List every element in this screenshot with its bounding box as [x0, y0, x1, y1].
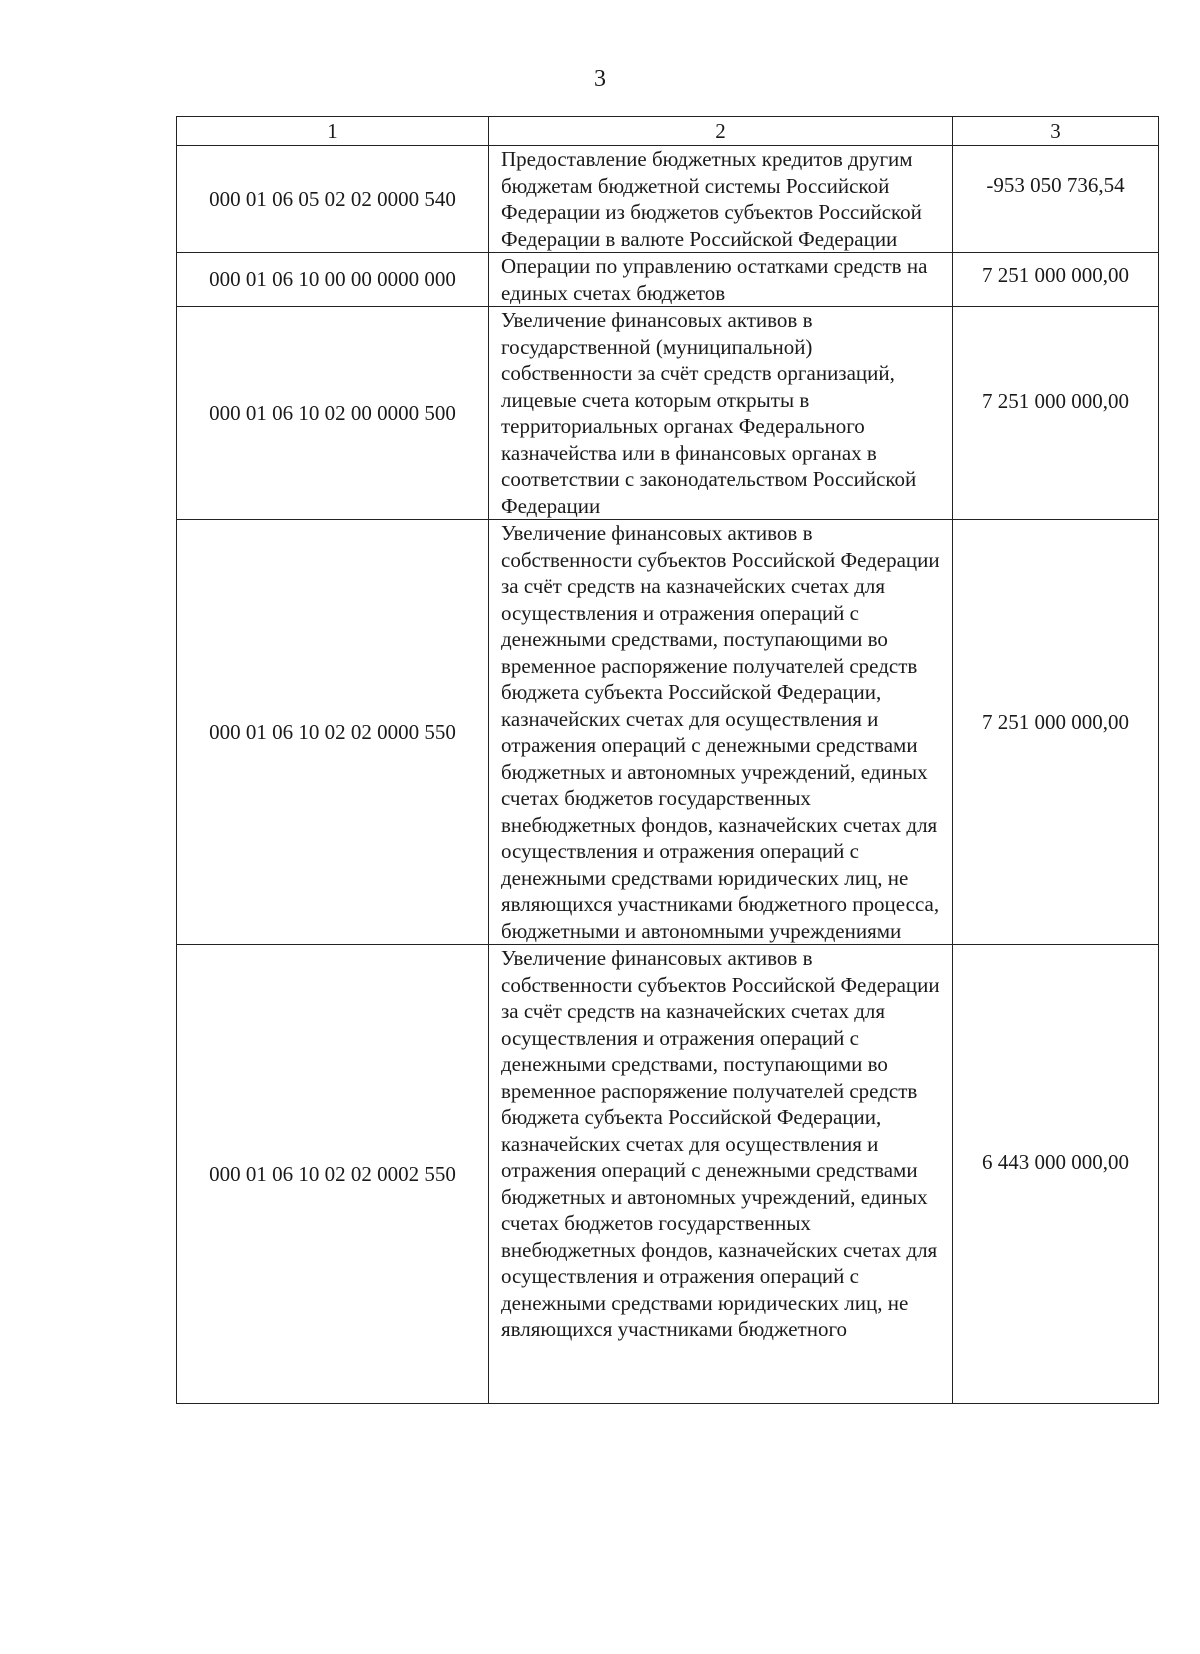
- amount-cell: [953, 146, 1159, 253]
- description-cell: Предоставление бюджетных кредитов другим бюджетам бюджетной системы Российской Федерации из бюджетов субъектов Российской Федерации в валюте Российской Федерации: [489, 146, 953, 253]
- column-header-2: 2: [489, 117, 953, 146]
- table-row: [177, 945, 1159, 1404]
- description-cell: Увеличение финансовых активов в государственной (муниципальной) собственности за счёт средств организаций, лицевые счета которым открыты в территориальных органах Федерального казначейства или в финансовых органах в соответствии с законодательством Российской Федерации: [489, 307, 953, 520]
- table-row: [177, 253, 1159, 307]
- amount-value: -953 050 736,54: [986, 172, 1125, 197]
- table-row: [177, 520, 1159, 945]
- amount-cell: [953, 307, 1159, 520]
- budget-code-cell: 000 01 06 10 00 00 0000 000: [177, 253, 489, 307]
- column-header-3: 3: [953, 117, 1159, 146]
- budget-sources-table: [176, 116, 1159, 1404]
- budget-code-cell: 000 01 06 10 02 02 0002 550: [177, 945, 489, 1404]
- amount-cell: [953, 253, 1159, 307]
- amount-cell: [953, 945, 1159, 1404]
- table-header-row: [177, 117, 1159, 146]
- page-number: 3: [594, 66, 606, 92]
- description-cell: Операции по управлению остатками средств на единых счетах бюджетов: [489, 253, 953, 307]
- table-row: [177, 307, 1159, 520]
- budget-code-cell: 000 01 06 10 02 00 0000 500: [177, 307, 489, 520]
- budget-code-cell: 000 01 06 05 02 02 0000 540: [177, 146, 489, 253]
- amount-cell: [953, 520, 1159, 945]
- description-cell: Увеличение финансовых активов в собственности субъектов Российской Федерации за счёт средств на казначейских счетах для осуществления и отражения операций с денежными средствами, поступающими во временное распоряжение получателей средств бюджета субъекта Российской Федерации, казначейских счетах для осуществления и отражения операций с денежными средствами бюджетных и автономных учреждений, единых счетах бюджетов государственных внебюджетных фондов, казначейских счетах для осуществления и отражения операций с денежными средствами юридических лиц, не являющихся участниками бюджетного процесса, бюджетными и автономными учреждениями: [489, 520, 953, 945]
- column-header-1: 1: [177, 117, 489, 146]
- budget-code-cell: 000 01 06 10 02 02 0000 550: [177, 520, 489, 945]
- description-cell: Увеличение финансовых активов в собственности субъектов Российской Федерации за счёт средств на казначейских счетах для осуществления и отражения операций с денежными средствами, поступающими во временное распоряжение получателей средств бюджета субъекта Российской Федерации, казначейских счетах для осуществления и отражения операций с денежными средствами бюджетных и автономных учреждений, единых счетах бюджетов государственных внебюджетных фондов, казначейских счетах для осуществления и отражения операций с денежными средствами юридических лиц, не являющихся участниками бюджетного: [489, 945, 953, 1404]
- amount-value: 7 251 000 000,00: [982, 263, 1129, 288]
- amount-value: 6 443 000 000,00: [982, 1149, 1129, 1174]
- amount-value: 7 251 000 000,00: [982, 709, 1129, 734]
- table-row: [177, 146, 1159, 253]
- amount-value: 7 251 000 000,00: [982, 388, 1129, 413]
